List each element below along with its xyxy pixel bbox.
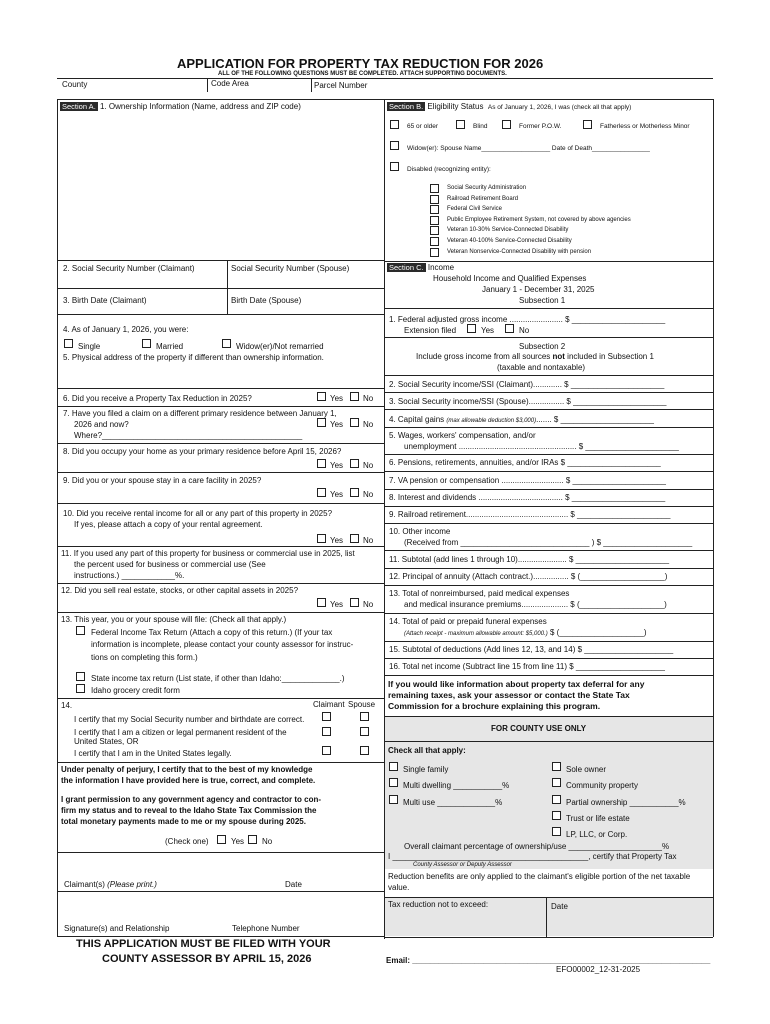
line-13-medical-b[interactable]: and medical insurance premiums..................... $ (___________________) — [404, 600, 667, 609]
footer-line-1: THIS APPLICATION MUST BE FILED WITH YOUR — [76, 938, 331, 950]
single-family-label: Single family — [403, 765, 449, 774]
form-subtitle: ALL OF THE FOLLOWING QUESTIONS MUST BE COMPLETED. ATTACH SUPPORTING DOCUMENTS. — [218, 71, 507, 77]
line-15-deductions[interactable]: 15. Subtotal of deductions (Add lines 12, 13, and 14) $ ____________________ — [389, 645, 674, 654]
birth-spouse-label: Birth Date (Spouse) — [231, 296, 302, 305]
form-id: EFO00002_12-31-2025 — [556, 965, 641, 974]
partial-ownership-field[interactable]: Partial ownership ___________% — [566, 798, 686, 807]
blind-label: Blind — [473, 123, 488, 130]
section-b-label: Section B. — [389, 102, 424, 111]
pow-checkbox[interactable] — [502, 120, 511, 129]
deferral-line-1: If you would like information about property tax deferral for any — [388, 679, 645, 689]
q4-label: 4. As of January 1, 2026, you were: — [63, 325, 189, 334]
line-5-wages-b[interactable]: unemployment ..................................................... $ _____________________ — [404, 442, 679, 451]
extension-filed-label: Extension filed — [404, 326, 457, 335]
married-label: Married — [156, 342, 184, 351]
permission-no-checkbox[interactable] — [248, 835, 257, 844]
fatherless-label: Fatherless or Motherless Minor — [600, 123, 690, 130]
line-10-other-a: 10. Other income — [389, 527, 451, 536]
section-b-header — [387, 102, 631, 112]
subsection-2-text-a: Include gross income from all sources — [416, 352, 553, 361]
line-2-ss-claimant[interactable]: 2. Social Security income/SSI (Claimant)............. $ _____________________ — [389, 380, 665, 389]
q8-no-checkbox[interactable] — [350, 459, 359, 468]
subsection-2-desc — [416, 352, 654, 362]
form-title: APPLICATION FOR PROPERTY TAX REDUCTION FOR 2026 — [177, 56, 544, 71]
q9-yes-label: Yes — [330, 490, 344, 499]
q8-yes-checkbox[interactable] — [317, 459, 326, 468]
trust-checkbox[interactable] — [552, 811, 561, 820]
line-10-other-b[interactable]: (Received from _____________________________ ) $ ____________________ — [404, 538, 693, 547]
perjury-line-2: the information I have provided here is true, correct, and complete. — [61, 776, 316, 785]
subsection-2-not: not — [552, 352, 565, 361]
multi-use-checkbox[interactable] — [389, 795, 398, 804]
disabled-label: Disabled (recognizing entity): — [407, 166, 491, 173]
q11-percent-field[interactable]: instructions.) ____________%. — [74, 571, 185, 580]
deferral-line-3: Commission for a brochure explaining this program. — [388, 701, 601, 711]
community-property-label: Community property — [566, 781, 639, 790]
q8-yes-label: Yes — [330, 461, 344, 470]
line-4-note: (max allowable deduction $3,000) — [446, 418, 537, 424]
state-return-label: State income tax return (List state, if other than Idaho:_____________.) — [91, 674, 345, 683]
assessor-certify-field[interactable]: I ____________________________________________, certify that Property Tax — [388, 852, 677, 861]
q10-label-b: If yes, please attach a copy of your rental agreement. — [74, 520, 263, 529]
q11-label-b: the percent used for business or commercial use (See — [74, 560, 266, 569]
line-13-medical-a: 13. Total of nonreimbursed, paid medical expenses — [389, 589, 570, 598]
disability-entity-checkbox[interactable] — [430, 184, 439, 193]
footer-line-2: COUNTY ASSESSOR BY APRIL 15, 2026 — [102, 953, 312, 965]
line-9-railroad[interactable]: 9. Railroad retirement.............................................. $ _____________________ — [389, 510, 671, 519]
claimant-date-label: Date — [285, 880, 302, 889]
disability-entity-checkbox[interactable] — [430, 226, 439, 235]
q14-label: 14. — [61, 701, 73, 710]
disability-entity-checkbox[interactable] — [430, 248, 439, 257]
q10-yes-label: Yes — [330, 536, 344, 545]
income-heading-2: January 1 - December 31, 2025 — [482, 285, 595, 294]
q7-no-label: No — [363, 420, 374, 429]
federal-return-checkbox[interactable] — [76, 626, 85, 635]
birth-claimant-label: 3. Birth Date (Claimant) — [63, 296, 147, 305]
extension-no-label: No — [519, 326, 530, 335]
subsection-2-note: (taxable and nontaxable) — [497, 363, 586, 372]
extension-no-checkbox[interactable] — [505, 324, 514, 333]
claimant-col-label: Claimant — [313, 700, 345, 709]
q6-no-label: No — [363, 394, 374, 403]
multi-dwelling-checkbox[interactable] — [389, 778, 398, 787]
line-8-interest[interactable]: 8. Interest and dividends ...................................... $ _____________________ — [389, 493, 666, 502]
q7-no-checkbox[interactable] — [350, 418, 359, 427]
q10-no-label: No — [363, 536, 374, 545]
disabled-checkbox[interactable] — [390, 162, 399, 171]
federal-return-note-b: information is incomplete, please contact your county assessor for instruc- — [91, 640, 354, 649]
cert-legal-label: I certify that I am in the United States legally. — [74, 749, 232, 758]
cert-citizen-label-b: United States, OR — [74, 737, 139, 746]
deferral-line-2: remaining taxes, ask your assessor or contact the State Tax — [388, 690, 630, 700]
q6-yes-label: Yes — [330, 394, 344, 403]
overall-percentage-field[interactable]: Overall claimant percentage of ownership/use _____________________% — [404, 842, 670, 851]
q9-label: 9. Did you or your spouse stay in a care facility in 2025? — [63, 476, 262, 485]
cert-citizen-spouse-checkbox[interactable] — [360, 727, 369, 736]
community-property-checkbox[interactable] — [552, 778, 561, 787]
widow-label: Widow(er)/Not remarried — [236, 342, 324, 351]
married-checkbox[interactable] — [142, 339, 151, 348]
subsection-2-label: Subsection 2 — [519, 342, 566, 351]
permission-line-1: I grant permission to any government agency and contractor to con- — [61, 795, 322, 804]
ssn-claimant-label: 2. Social Security Number (Claimant) — [63, 264, 195, 273]
permission-line-3: total monetary payments made to me or my spouse during 2025. — [61, 817, 306, 826]
multi-dwelling-field[interactable]: Multi dwelling ___________% — [403, 781, 510, 790]
single-label: Single — [78, 342, 101, 351]
q12-no-checkbox[interactable] — [350, 598, 359, 607]
single-family-checkbox[interactable] — [389, 762, 398, 771]
disability-entity-checkbox[interactable] — [430, 216, 439, 225]
blind-checkbox[interactable] — [456, 120, 465, 129]
permission-yes-checkbox[interactable] — [217, 835, 226, 844]
eligibility-title: Eligibility Status — [427, 102, 484, 111]
grocery-credit-label: Idaho grocery credit form — [91, 686, 180, 695]
q7-yes-label: Yes — [330, 420, 344, 429]
cert-legal-claimant-checkbox[interactable] — [322, 746, 331, 755]
cert-ssn-claimant-checkbox[interactable] — [322, 712, 331, 721]
section-c-header — [387, 263, 454, 273]
widow-checkbox[interactable] — [222, 339, 231, 348]
check-all-label: Check all that apply: — [388, 746, 466, 755]
fatherless-checkbox[interactable] — [583, 120, 592, 129]
line-4-capital-gains — [389, 415, 654, 425]
line-14-amount[interactable]: $ (___________________) — [547, 628, 647, 637]
disability-entity-checkbox[interactable] — [430, 205, 439, 214]
federal-return-label: Federal Income Tax Return (Attach a copy of this return.) (If your tax — [91, 628, 333, 637]
cert-citizen-claimant-checkbox[interactable] — [322, 727, 331, 736]
trust-label: Trust or life estate — [566, 814, 630, 823]
grocery-credit-checkbox[interactable] — [76, 684, 85, 693]
line-5-wages-a: 5. Wages, workers' compensation, and/or — [389, 431, 536, 440]
q6-no-checkbox[interactable] — [350, 392, 359, 401]
income-title: Income — [427, 263, 455, 272]
disability-entity-label: Social Security Administration — [447, 185, 527, 191]
q9-no-label: No — [363, 490, 374, 499]
q12-yes-label: Yes — [330, 600, 344, 609]
line-11-subtotal[interactable]: 11. Subtotal (add lines 1 through 10)...................... $ _____________________ — [389, 555, 670, 564]
section-a-header — [60, 102, 301, 112]
line-1-agi[interactable]: 1. Federal adjusted gross income ........................ $ _____________________ — [389, 315, 666, 324]
state-return-checkbox[interactable] — [76, 672, 85, 681]
line-3-ss-spouse[interactable]: 3. Social Security income/SSI (Spouse)................ $ _____________________ — [389, 397, 667, 406]
tax-reduction-field[interactable]: Tax reduction not to exceed: — [388, 900, 489, 909]
age-65-label: 65 or older — [407, 123, 439, 130]
permission-yes-label: Yes — [231, 837, 245, 846]
line-14-funeral-b — [404, 628, 647, 638]
q6-label: 6. Did you receive a Property Tax Reduction in 2025? — [63, 394, 252, 403]
q5-label: 5. Physical address of the property if different than ownership information. — [63, 353, 324, 362]
q8-no-label: No — [363, 461, 374, 470]
line-4-text: 4. Capital gains — [389, 415, 447, 424]
disability-entity-label: Federal Civil Service — [447, 206, 503, 213]
spouse-col-label: Spouse — [348, 700, 376, 709]
assessor-caption: County Assessor or Deputy Assessor — [413, 862, 512, 868]
check-one-label: (Check one) — [165, 837, 209, 846]
q10-label-a: 10. Did you receive rental income for all or any part of this property in 2025? — [63, 509, 333, 518]
q7-label-a: 7. Have you filed a claim on a different primary residence between January 1, — [63, 409, 337, 418]
q7-yes-checkbox[interactable] — [317, 418, 326, 427]
disability-entity-label: Veteran 10-30% Service-Connected Disability — [447, 227, 569, 234]
disability-entity-label: Public Employee Retirement System, not covered by above agencies — [447, 216, 631, 223]
single-checkbox[interactable] — [64, 339, 73, 348]
cert-citizen-label-a: I certify that I am a citizen or legal permanent resident of the — [74, 728, 287, 737]
line-14-note: (Attach receipt - maximum allowable amount: $5,000.) — [404, 631, 548, 637]
reduction-note-2: value. — [388, 883, 410, 892]
line-12-annuity[interactable]: 12. Principal of annuity (Attach contract.)................ $ (___________________) — [389, 572, 668, 581]
age-65-checkbox[interactable] — [390, 120, 399, 129]
permission-line-2: firm my status and to reveal to the Idaho State Tax Commission the — [61, 806, 317, 815]
extension-yes-label: Yes — [481, 326, 495, 335]
disability-entity-checkbox[interactable] — [430, 195, 439, 204]
q12-no-label: No — [363, 600, 374, 609]
line-6-pensions[interactable]: 6. Pensions, retirements, annuities, and/or IRAs $ _____________________ — [389, 458, 661, 467]
q10-yes-checkbox[interactable] — [317, 534, 326, 543]
claimants-text: Claimant(s) — [64, 880, 108, 889]
llc-label: LP, LLC, or Corp. — [566, 830, 628, 839]
ownership-info-label: 1. Ownership Information (Name, address and ZIP code) — [100, 102, 301, 111]
q6-yes-checkbox[interactable] — [317, 392, 326, 401]
federal-return-note-c: tions on completing this form.) — [91, 653, 198, 662]
disability-entity-checkbox[interactable] — [430, 237, 439, 246]
claimant-name-label — [64, 880, 157, 890]
reduction-note-1: Reduction benefits are only applied to the claimant's eligible portion of the net taxable — [388, 872, 691, 881]
cert-legal-spouse-checkbox[interactable] — [360, 746, 369, 755]
q11-label-a: 11. If you used any part of this property for business or commercial use in 2025, list — [61, 549, 355, 558]
subsection-1-label: Subsection 1 — [519, 296, 566, 305]
parcel-number-field[interactable]: Parcel Number — [314, 81, 368, 90]
q13-label: 13. This year, you or your spouse will file: (Check all that apply.) — [61, 615, 287, 624]
line-4-amount[interactable]: ....... $ _____________________ — [536, 415, 654, 424]
county-field[interactable]: County — [62, 80, 88, 89]
q9-no-checkbox[interactable] — [350, 488, 359, 497]
q9-yes-checkbox[interactable] — [317, 488, 326, 497]
cert-ssn-spouse-checkbox[interactable] — [360, 712, 369, 721]
widower-checkbox[interactable] — [390, 141, 399, 150]
perjury-line-1: Under penalty of perjury, I certify that to the best of my knowledge — [61, 765, 313, 774]
ssn-spouse-label: Social Security Number (Spouse) — [231, 264, 350, 273]
pow-label: Former P.O.W. — [519, 123, 562, 130]
code-area-field[interactable]: Code Area — [211, 79, 249, 88]
q12-yes-checkbox[interactable] — [317, 598, 326, 607]
widower-field[interactable]: Widow(er): Spouse Name___________________ Date of Death________________ — [407, 145, 650, 152]
q7-label-b: 2026 and now? — [74, 420, 129, 429]
line-16-net-income[interactable]: 16. Total net income (Subtract line 15 from line 11) $ ____________________ — [389, 662, 665, 671]
county-date-field[interactable]: Date — [551, 902, 568, 911]
q8-label: 8. Did you occupy your home as your primary residence before April 15, 2026? — [63, 447, 342, 456]
email-field[interactable]: Email: ___________________________________________________________________ — [386, 956, 711, 965]
subsection-2-text-b: included in Subsection 1 — [564, 352, 654, 361]
disability-entity-label: Railroad Retirement Board — [447, 195, 519, 202]
disability-entity-label: Veteran Nonservice-Connected Disability with pension — [447, 248, 592, 255]
q7-where[interactable]: Where?_____________________________________________ — [74, 431, 303, 440]
extension-yes-checkbox[interactable] — [467, 324, 476, 333]
partial-ownership-checkbox[interactable] — [552, 795, 561, 804]
line-14-funeral-a: 14. Total of paid or prepaid funeral expenses — [389, 617, 547, 626]
multi-use-field[interactable]: Multi use _____________% — [403, 798, 503, 807]
county-use-title: FOR COUNTY USE ONLY — [491, 724, 587, 733]
eligibility-asof: As of January 1, 2026, I was (check all that apply) — [487, 104, 632, 111]
income-heading-1: Household Income and Qualified Expenses — [433, 274, 587, 283]
section-a-label: Section A. — [62, 102, 96, 111]
cert-ssn-label: I certify that my Social Security number and birthdate are correct. — [74, 715, 305, 724]
disability-entity-label: Veteran 40-100% Service-Connected Disability — [447, 238, 572, 244]
line-7-va[interactable]: 7. VA pension or compensation ............................ $ _____________________ — [389, 476, 666, 485]
telephone-label: Telephone Number — [232, 924, 300, 933]
signature-label: Signature(s) and Relationship — [64, 924, 170, 933]
sole-owner-label: Sole owner — [566, 765, 607, 774]
q10-no-checkbox[interactable] — [350, 534, 359, 543]
llc-checkbox[interactable] — [552, 827, 561, 836]
permission-no-label: No — [262, 837, 273, 846]
please-print-text: (Please print.) — [107, 880, 157, 889]
section-c-label: Section C. — [389, 263, 424, 272]
ownership-info-input[interactable] — [58, 115, 383, 259]
sole-owner-checkbox[interactable] — [552, 762, 561, 771]
q12-label: 12. Did you sell real estate, stocks, or other capital assets in 2025? — [61, 586, 299, 595]
